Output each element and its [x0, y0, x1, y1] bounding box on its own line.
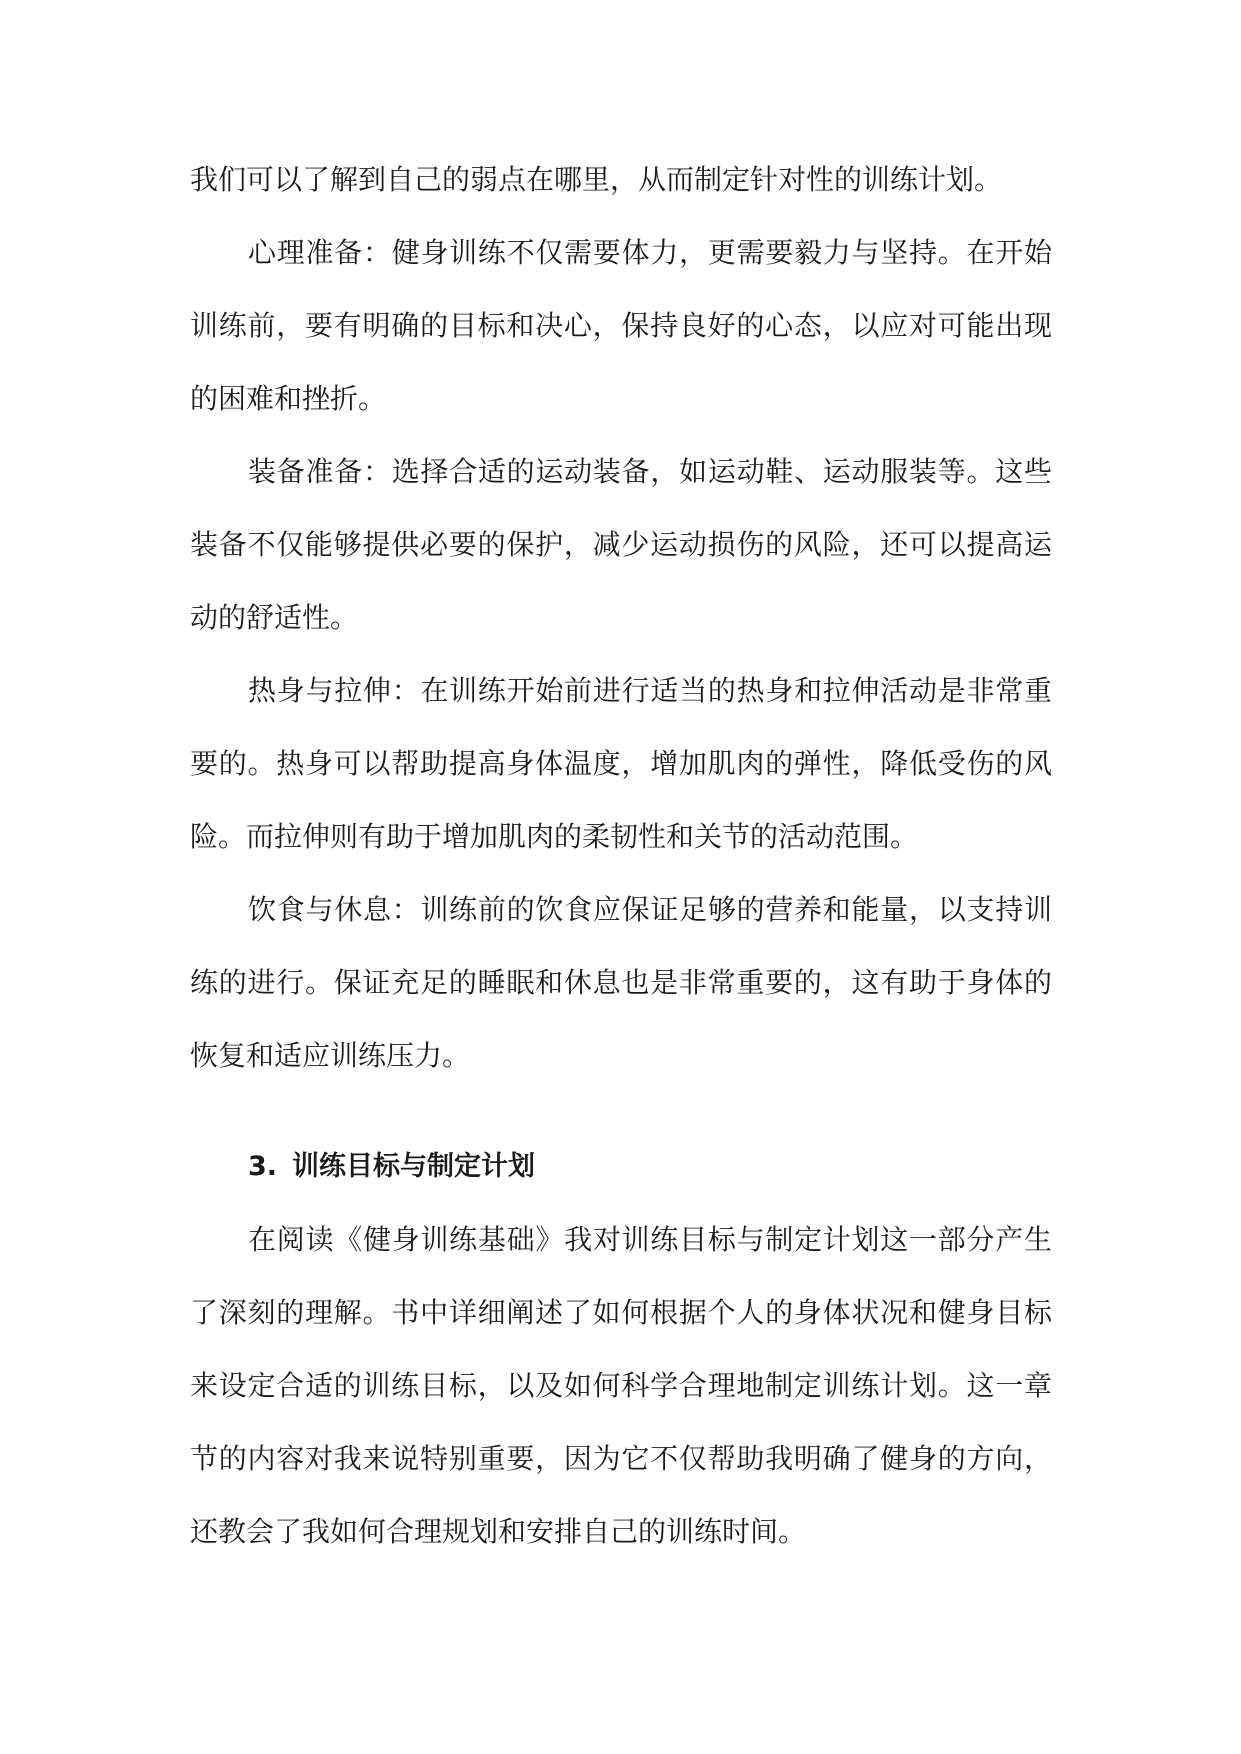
section-title: 训练目标与制定计划: [292, 1151, 535, 1182]
paragraph-warmup-stretching: 热身与拉伸：在训练开始前进行适当的热身和拉伸活动是非常重要的。热身可以帮助提高身体温度，增加肌肉的弹性，降低受伤的风险。而拉伸则有助于增加肌肉的柔韧性和关节的活动范围。: [190, 674, 1052, 853]
section-heading: [190, 1130, 1052, 1203]
section-number: 3.: [248, 1151, 278, 1182]
document-body: [190, 143, 1052, 1568]
paragraph-equipment-preparation: 装备准备：选择合适的运动装备，如运动鞋、运动服装等。这些装备不仅能够提供必要的保护，减少运动损伤的风险，还可以提高运动的舒适性。: [190, 455, 1052, 634]
paragraph-mental-preparation: 心理准备：健身训练不仅需要体力，更需要毅力与坚持。在开始训练前，要有明确的目标和决心，保持良好的心态，以应对可能出现的困难和挫折。: [190, 236, 1052, 415]
paragraph-goals-planning: 在阅读《健身训练基础》我对训练目标与制定计划这一部分产生了深刻的理解。书中详细阐述了如何根据个人的身体状况和健身目标来设定合适的训练目标，以及如何科学合理地制定训练计划。这一章节的内容对我来说特别重要，因为它不仅帮助我明确了健身的方向，还教会了我如何合理规划和安排自己的训练时间。: [190, 1223, 1052, 1548]
paragraph-diet-rest: 饮食与休息：训练前的饮食应保证足够的营养和能量，以支持训练的进行。保证充足的睡眠和休息也是非常重要的，这有助于身体的恢复和适应训练压力。: [190, 893, 1052, 1072]
paragraph-continuation: 我们可以了解到自己的弱点在哪里，从而制定针对性的训练计划。: [190, 163, 1003, 196]
